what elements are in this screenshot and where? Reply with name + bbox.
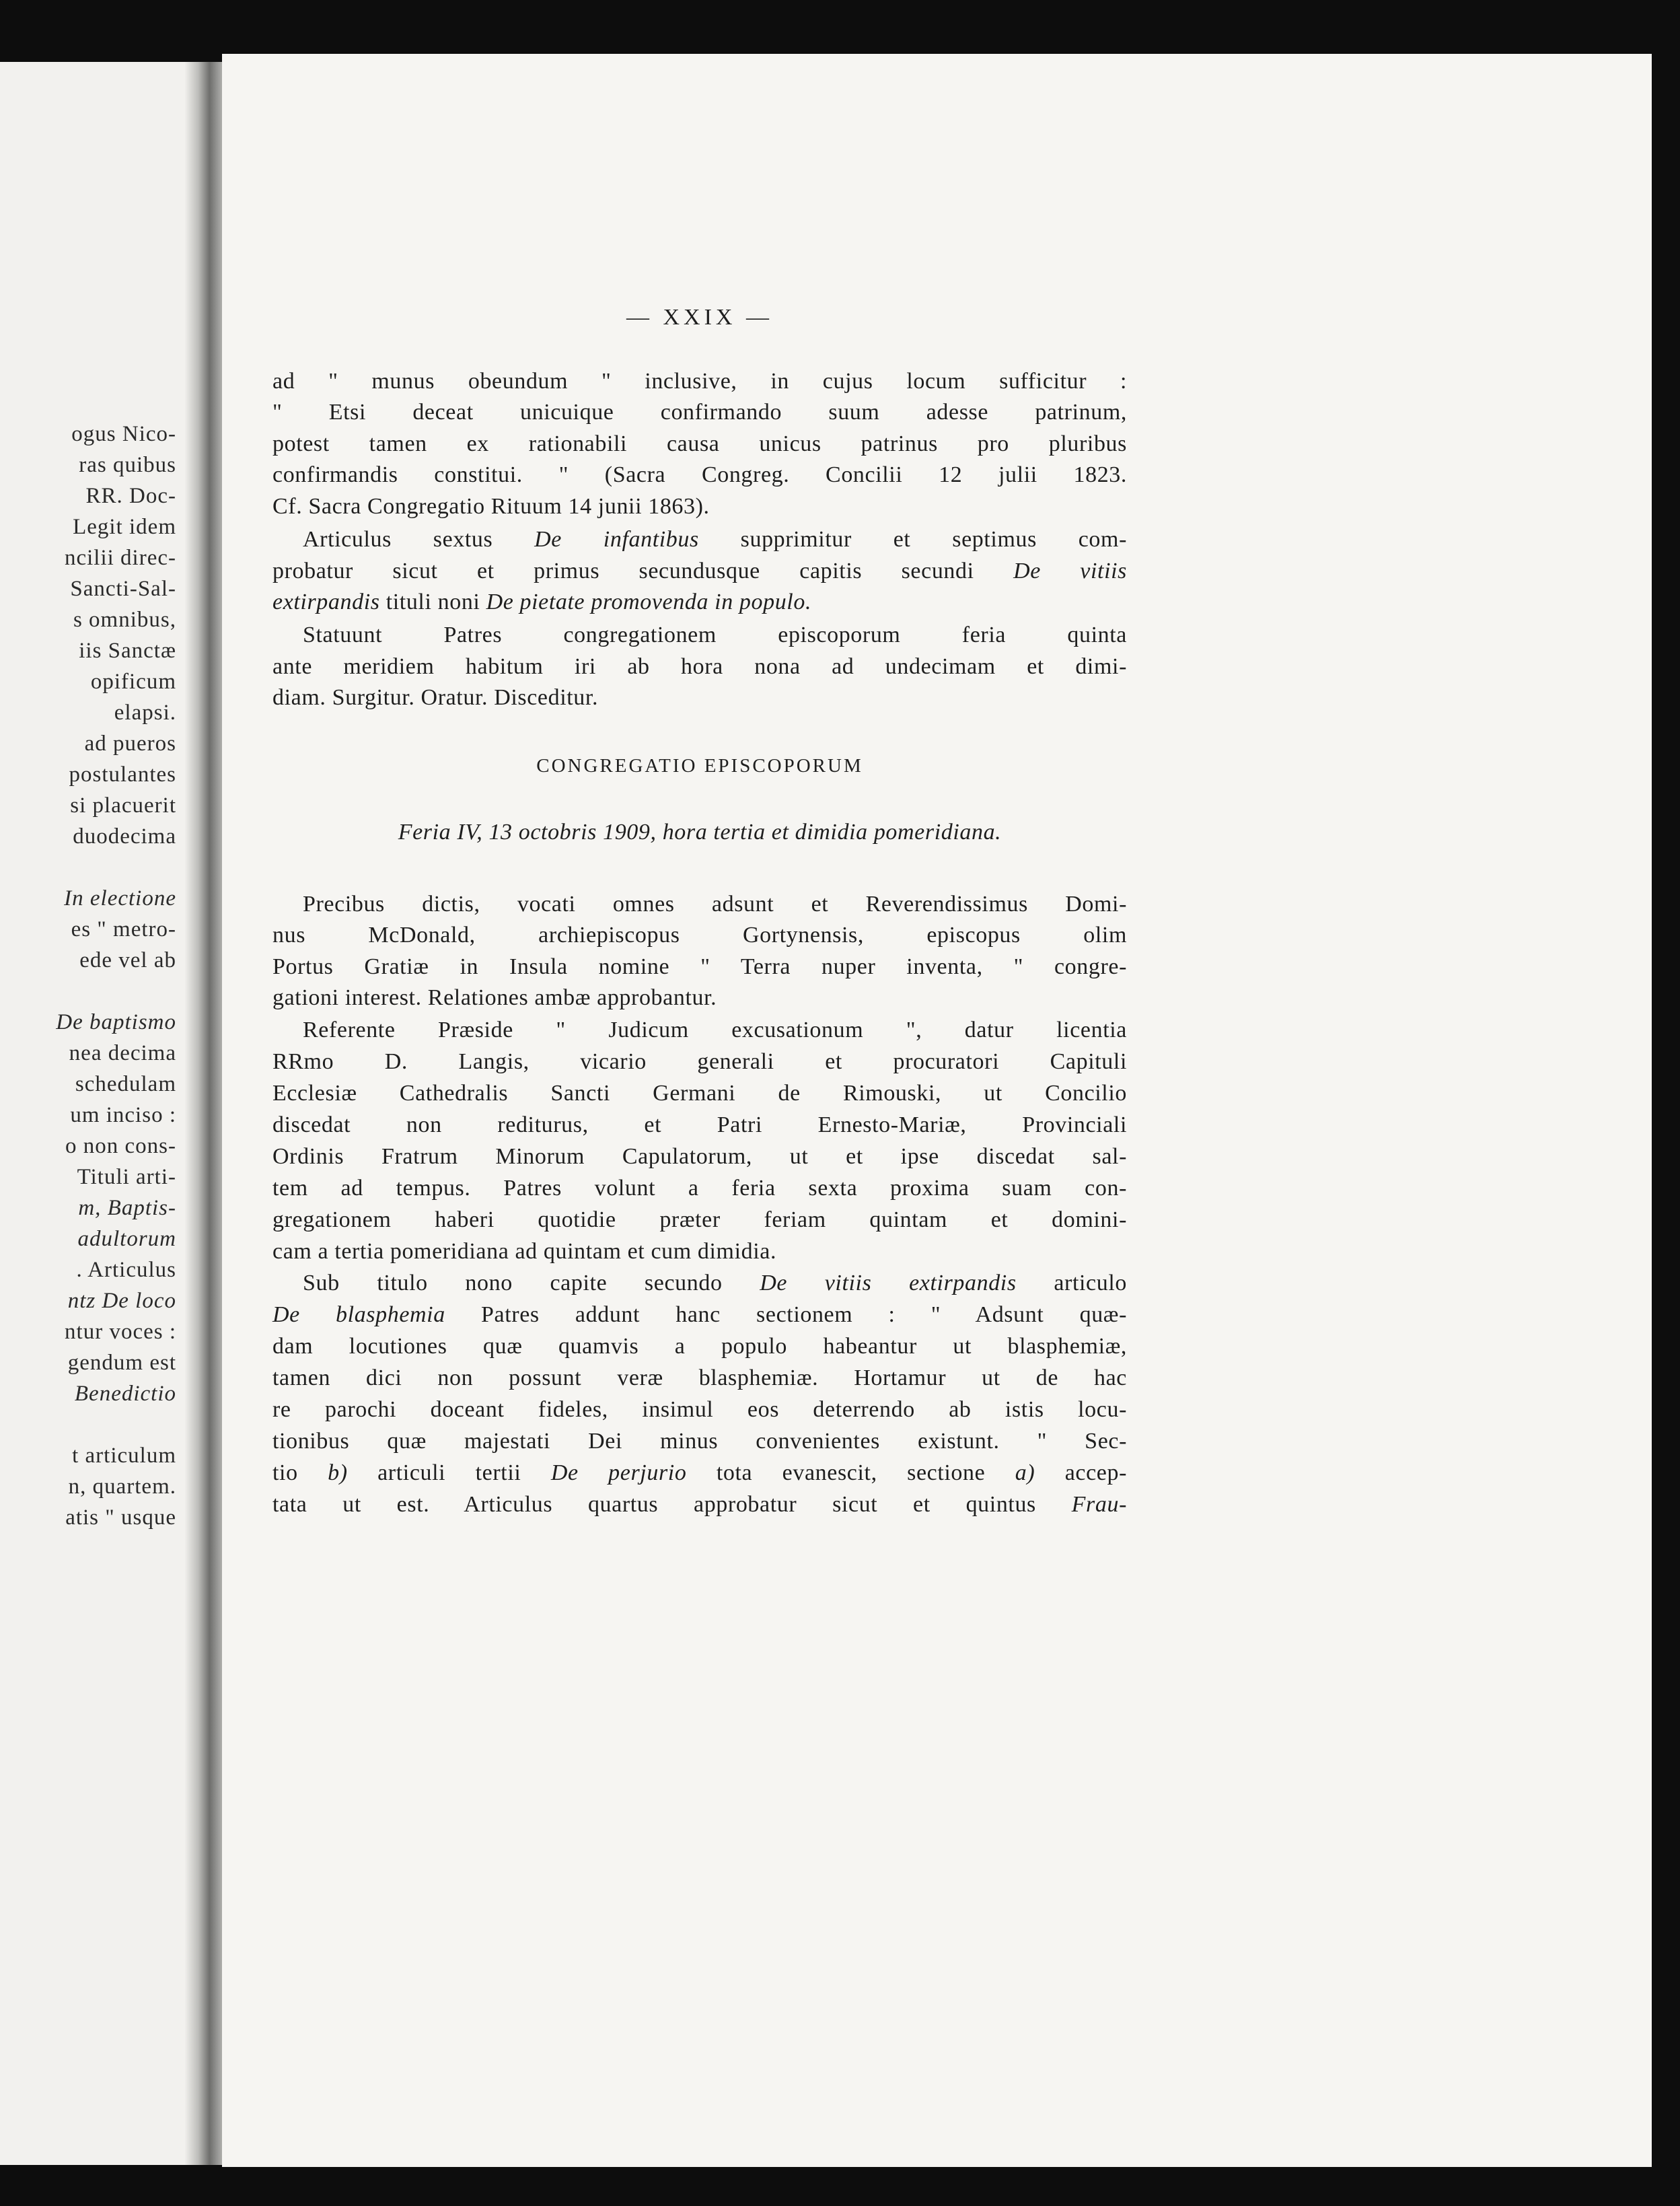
paragraph-5-line-6: tem ad tempus. Patres volunt a feria sexta proxima suam con- [272,1176,1127,1201]
left-page-fragment: postulantes [69,762,176,787]
paragraph-3-line-2: ante meridiem habitum iri ab hora nona ad undecimam et dimi- [272,654,1127,679]
left-page-fragment: o non cons- [65,1134,176,1158]
left-page-fragment: nea decima [69,1041,176,1065]
left-page-fragment: . Articulus [76,1258,176,1282]
left-page-fragment: atis " usque [65,1505,176,1530]
paragraph-5-line-7: gregationem haberi quotidie præter feriam quintam et domini- [272,1207,1127,1232]
paragraph-1-line-1: ad " munus obeundum " inclusive, in cujus locum sufficitur : [272,369,1127,394]
left-page-fragment: ras quibus [79,453,176,477]
left-page-fragment: Benedictio [74,1382,176,1406]
paragraph-3-line-3: diam. Surgitur. Oratur. Disceditur. [272,685,599,710]
paragraph-6-line-2: De blasphemia Patres addunt hanc sectionem : " Adsunt quæ- [272,1302,1127,1327]
paragraph-3-line-1: Statuunt Patres congregationem episcoporum feria quinta [303,622,1127,647]
left-page-fragment: opificum [90,670,176,694]
left-page-fragment: ntz De loco [67,1289,176,1313]
paragraph-5-line-2: RRmo D. Langis, vicario generali et procuratori Capituli [272,1049,1127,1074]
left-page-fragment: si placuerit [70,793,176,818]
section-heading: CONGREGATIO EPISCOPORUM [536,755,863,777]
paragraph-1-line-5: Cf. Sacra Congregatio Rituum 14 junii 1863). [272,494,710,519]
left-page-fragment: In electione [64,886,176,911]
running-head: — XXIX — [626,305,773,330]
left-page-fragment: n, quartem. [68,1474,176,1499]
paragraph-1-line-3: potest tamen ex rationabili causa unicus patrinus pro pluribus [272,431,1127,456]
left-page-fragment: es " metro- [71,917,176,941]
paragraph-1-line-4: confirmandis constitui. " (Sacra Congreg. Concilii 12 julii 1823. [272,462,1127,487]
paragraph-1-line-2: " Etsi deceat unicuique confirmando suum adesse patrinum, [272,400,1127,425]
paragraph-4-line-4: gationi interest. Relationes ambæ approbantur. [272,985,717,1010]
paragraph-6-line-5: re parochi doceant fideles, insimul eos deterrendo ab istis locu- [272,1397,1127,1422]
left-page-fragment: duodecima [73,824,176,849]
paragraph-5-line-8: cam a tertia pomeridiana ad quintam et cum dimidia. [272,1239,777,1264]
left-page-fragment: m, Baptis- [78,1196,176,1220]
left-page-fragment: ogus Nico- [71,422,176,446]
left-page-fragment: s omnibus, [73,608,176,632]
paragraph-6-line-4: tamen dici non possunt veræ blasphemiæ. Hortamur ut de hac [272,1365,1127,1390]
left-page-fragment: ncilii direc- [64,546,176,570]
paragraph-5-line-4: discedat non rediturus, et Patri Ernesto-Mariæ, Provinciali [272,1112,1127,1137]
left-page-fragment: iis Sanctæ [79,639,176,663]
paragraph-6-line-3: dam locutiones quæ quamvis a populo habeantur ut blasphemiæ, [272,1334,1127,1359]
left-page-fragment: ede vel ab [79,948,176,972]
left-page-fragment: ad pueros [84,732,176,756]
paragraph-2-line-1: Articulus sextus De infantibus supprimitur et septimus com- [303,527,1127,552]
left-page-fragment: Tituli arti- [77,1165,176,1189]
left-page-fragment: schedulam [75,1072,176,1096]
left-page-fragment: elapsi. [114,701,176,725]
left-page-fragment: RR. Doc- [85,484,176,508]
paragraph-6-line-8: tata ut est. Articulus quartus approbatur sicut et quintus Frau- [272,1492,1127,1517]
paragraph-6-line-7: tio b) articuli tertii De perjurio tota evanescit, sectione a) accep- [272,1460,1128,1485]
paragraph-5-line-1: Referente Præside " Judicum excusationum ", datur licentia [303,1018,1127,1042]
paragraph-4-line-1: Precibus dictis, vocati omnes adsunt et Reverendissimus Domi- [303,892,1127,917]
left-page-fragment: Legit idem [73,515,176,539]
paragraph-4-line-3: Portus Gratiæ in Insula nomine " Terra nuper inventa, " congre- [272,954,1127,979]
main-page [222,54,1652,2167]
left-page-fragment: um inciso : [70,1103,176,1127]
left-page-fragment: Sancti-Sal- [70,577,176,601]
paragraph-2-line-2: probatur sicut et primus secundusque capitis secundi De vitiis [272,559,1128,583]
left-page-fragment: t articulum [72,1444,176,1468]
paragraph-6-line-6: tionibus quæ majestati Dei minus convenientes existunt. " Sec- [272,1429,1127,1454]
paragraph-4-line-2: nus McDonald, archiepiscopus Gortynensis, episcopus olim [272,923,1127,948]
paragraph-2-line-3: extirpandis tituli noni De pietate promovenda in populo. [272,590,812,614]
left-page-fragment: ntur voces : [65,1320,176,1344]
paragraph-5-line-3: Ecclesiæ Cathedralis Sancti Germani de Rimouski, ut Concilio [272,1081,1127,1106]
left-page-fragment: adultorum [77,1227,176,1251]
section-date: Feria IV, 13 octobris 1909, hora tertia et dimidia pomeridiana. [398,820,1002,845]
paragraph-6-line-1: Sub titulo nono capite secundo De vitiis extirpandis articulo [303,1271,1127,1295]
paragraph-5-line-5: Ordinis Fratrum Minorum Capulatorum, ut et ipse discedat sal- [272,1144,1127,1169]
left-page-edge [0,62,195,2165]
left-page-fragment: De baptismo [56,1010,176,1034]
left-page-fragment: gendum est [67,1351,176,1375]
